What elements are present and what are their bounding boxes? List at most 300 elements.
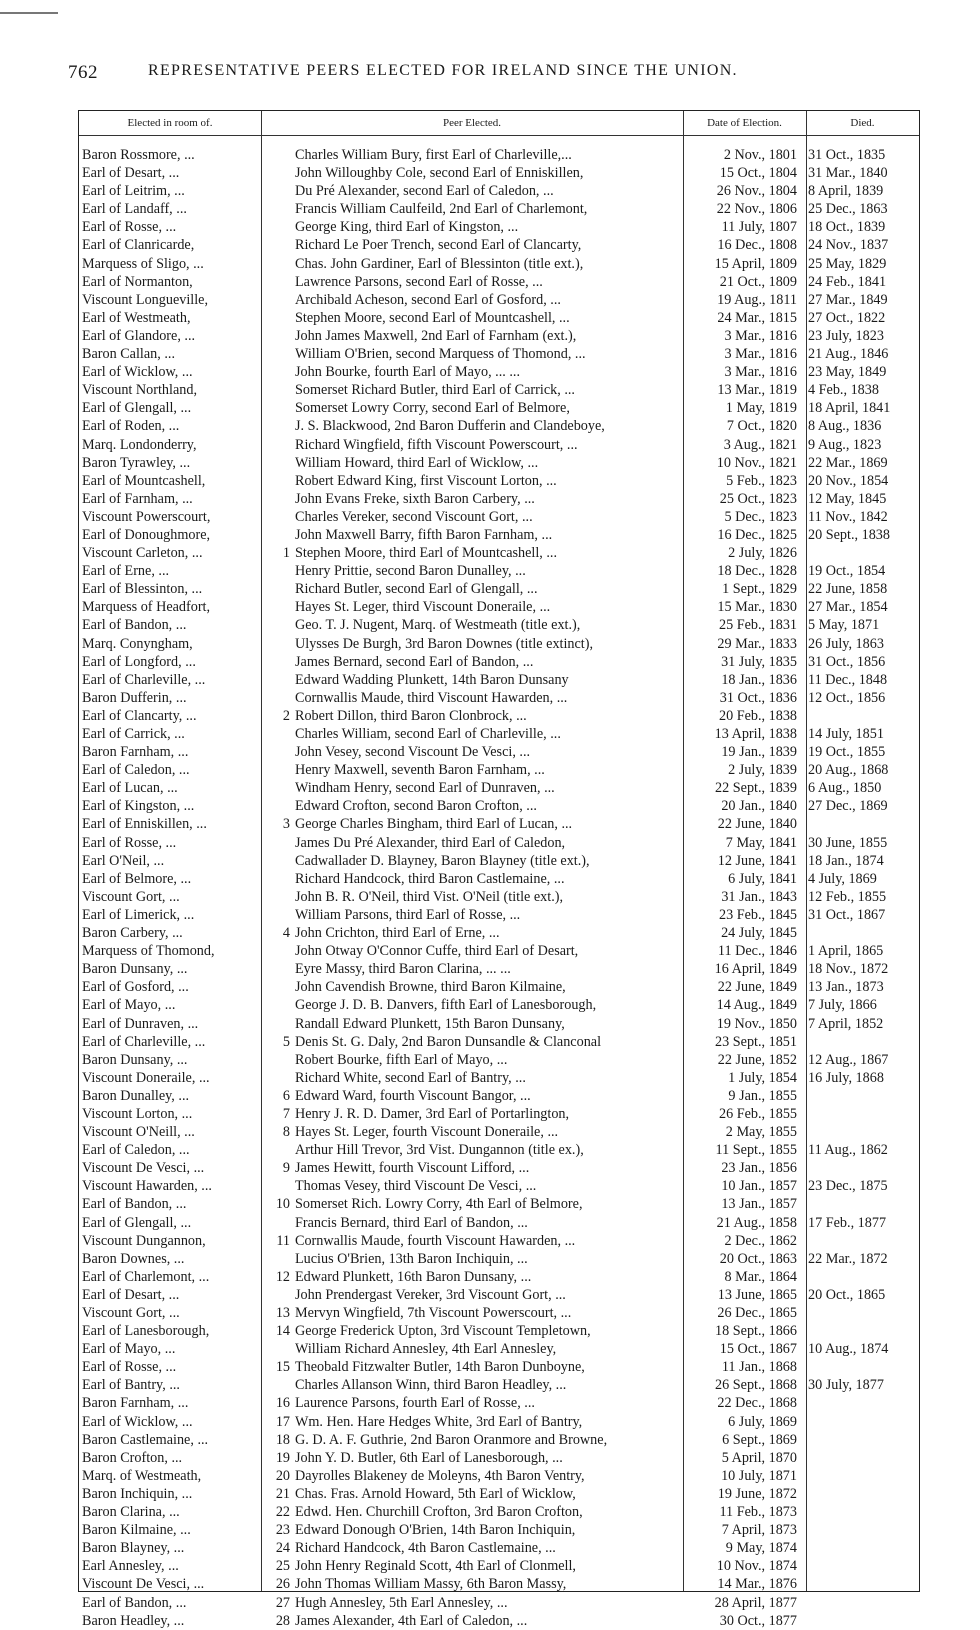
table-row — [82, 1431, 922, 1449]
cell-elected-in-room-of: Earl of Glengall, ... — [82, 1214, 192, 1231]
table-row — [82, 689, 922, 707]
table-row — [82, 834, 922, 852]
cell-elected-in-room-of: Baron Downes, ... — [82, 1250, 185, 1267]
table-row — [82, 399, 922, 417]
cell-date-of-election: 22 June, 1852 — [717, 1051, 797, 1068]
cell-peer-elected: John Otway O'Connor Cuffe, third Earl of Desart, — [295, 943, 579, 960]
cell-died: 18 Nov., 1872 — [808, 961, 889, 978]
table-row — [82, 1250, 922, 1268]
cell-date-of-election: 10 Jan., 1857 — [721, 1178, 797, 1195]
cell-elected-in-room-of: Viscount Lorton, ... — [82, 1105, 193, 1122]
cell-footnote-number: 6 — [282, 1087, 290, 1104]
cell-elected-in-room-of: Earl of Mayo, ... — [82, 997, 176, 1014]
cell-peer-elected: William O'Brien, second Marquess of Thomond, ... — [295, 346, 586, 363]
cell-date-of-election: 7 Oct., 1820 — [726, 418, 797, 435]
cell-died: 5 May, 1871 — [808, 617, 880, 634]
table-row — [82, 598, 922, 616]
cell-died: 30 July, 1877 — [808, 1377, 884, 1394]
cell-elected-in-room-of: Earl of Desart, ... — [82, 165, 180, 182]
table-row — [82, 924, 922, 942]
cell-date-of-election: 6 Sept., 1869 — [722, 1431, 797, 1448]
cell-elected-in-room-of: Viscount Dungannon, — [82, 1232, 206, 1249]
cell-peer-elected: Richard Le Poer Trench, second Earl of Clancarty, — [295, 237, 582, 254]
cell-elected-in-room-of: Earl of Desart, ... — [82, 1286, 180, 1303]
cell-date-of-election: 13 April, 1838 — [714, 726, 797, 742]
cell-elected-in-room-of: Earl of Wicklow, ... — [82, 364, 193, 381]
table-row — [82, 291, 922, 309]
cell-died: 27 Oct., 1822 — [808, 309, 886, 326]
cell-peer-elected: Thomas Vesey, third Viscount De Vesci, ... — [295, 1178, 537, 1195]
cell-date-of-election: 10 July, 1871 — [721, 1467, 797, 1484]
cell-died: 31 Oct., 1867 — [808, 906, 886, 923]
running-title: REPRESENTATIVE PEERS ELECTED FOR IRELAND SINCE THE UNION. — [148, 62, 738, 79]
cell-elected-in-room-of: Earl of Charleville, ... — [82, 1033, 206, 1050]
cell-died: 19 Oct., 1855 — [808, 744, 886, 761]
cell-died: 27 Mar., 1849 — [808, 291, 888, 308]
cell-elected-in-room-of: Earl of Landaff, ... — [82, 201, 187, 218]
cell-peer-elected: Richard Butler, second Earl of Glengall, ... — [295, 581, 538, 598]
cell-date-of-election: 25 Oct., 1823 — [719, 490, 797, 507]
cell-elected-in-room-of: Earl of Westmeath, — [82, 309, 191, 326]
table-row — [82, 309, 922, 327]
cell-elected-in-room-of: Viscount Gort, ... — [82, 888, 180, 905]
cell-date-of-election: 1 July, 1854 — [728, 1069, 797, 1086]
table-row — [82, 743, 922, 761]
cell-footnote-number: 21 — [275, 1485, 290, 1502]
cell-elected-in-room-of: Earl of Leitrim, ... — [82, 183, 185, 200]
table-row — [82, 978, 922, 996]
cell-died: 18 Oct., 1839 — [808, 219, 886, 236]
table-row — [82, 1286, 922, 1304]
cell-elected-in-room-of: Earl of Belmore, ... — [82, 870, 192, 887]
cell-died: 18 April, 1841 — [808, 400, 891, 417]
cell-peer-elected: James Alexander, 4th Earl of Caledon, ... — [295, 1612, 528, 1629]
table-row — [82, 544, 922, 562]
table-row — [82, 1503, 922, 1521]
table-row — [82, 1141, 922, 1159]
page-header — [68, 62, 928, 90]
cell-date-of-election: 26 Feb., 1855 — [718, 1105, 797, 1122]
table-row — [82, 1195, 922, 1213]
cell-elected-in-room-of: Viscount Powerscourt, — [82, 508, 211, 525]
cell-peer-elected: Laurence Parsons, fourth Earl of Rosse, ... — [295, 1395, 535, 1412]
cell-date-of-election: 25 Feb., 1831 — [718, 617, 797, 634]
table-row — [82, 870, 922, 888]
table-row — [82, 1214, 922, 1232]
cell-peer-elected: John Vesey, second Viscount De Vesci, ... — [295, 744, 531, 761]
cell-date-of-election: 19 Nov., 1850 — [716, 1015, 797, 1032]
cell-peer-elected: Chas. Fras. Arnold Howard, 5th Earl of Wicklow, — [295, 1485, 576, 1502]
cell-elected-in-room-of: Earl of Wicklow, ... — [82, 1413, 193, 1430]
cell-died: 11 Nov., 1842 — [808, 508, 888, 525]
cell-date-of-election: 3 Mar., 1816 — [724, 364, 797, 381]
cell-peer-elected: Charles William Bury, first Earl of Charleville,... — [295, 147, 572, 163]
cell-elected-in-room-of: Viscount Hawarden, ... — [82, 1178, 212, 1195]
cell-elected-in-room-of: Earl of Dunraven, ... — [82, 1015, 199, 1032]
table-row — [82, 1413, 922, 1431]
column-header-died: Died. — [850, 117, 875, 129]
cell-elected-in-room-of: Viscount Gort, ... — [82, 1305, 180, 1321]
cell-peer-elected: George J. D. B. Danvers, fifth Earl of Lanesborough, — [295, 997, 597, 1014]
cell-footnote-number: 26 — [275, 1576, 290, 1593]
table-row — [82, 906, 922, 924]
cell-date-of-election: 31 Jan., 1843 — [721, 888, 797, 905]
cell-died: 12 Feb., 1855 — [808, 888, 887, 905]
table-row — [82, 200, 922, 218]
cell-elected-in-room-of: Baron Dunsany, ... — [82, 961, 188, 978]
table-row — [82, 1539, 922, 1557]
cell-footnote-number: 20 — [275, 1467, 290, 1484]
cell-footnote-number: 27 — [275, 1594, 290, 1611]
cell-footnote-number: 17 — [275, 1413, 290, 1430]
cell-footnote-number: 28 — [275, 1612, 290, 1629]
cell-date-of-election: 20 Feb., 1838 — [718, 707, 797, 724]
table-row — [82, 218, 922, 236]
cell-date-of-election: 24 July, 1845 — [721, 925, 797, 942]
cell-elected-in-room-of: Viscount Longueville, — [82, 291, 209, 308]
cell-peer-elected: Stephen Moore, second Earl of Mountcashell, ... — [295, 309, 570, 326]
cell-peer-elected: Edwd. Hen. Churchill Crofton, 3rd Baron Crofton, — [295, 1504, 583, 1521]
cell-peer-elected: Edward Donough O'Brien, 14th Baron Inchiquin, — [295, 1522, 576, 1539]
table-row — [82, 761, 922, 779]
cell-date-of-election: 20 Oct., 1863 — [719, 1250, 797, 1267]
cell-footnote-number: 14 — [275, 1323, 290, 1340]
cell-peer-elected: Dayrolles Blakeney de Moleyns, 4th Baron Ventry, — [295, 1467, 585, 1484]
cell-elected-in-room-of: Baron Blayney, ... — [82, 1540, 185, 1557]
cell-peer-elected: Denis St. G. Daly, 2nd Baron Dunsandle & Clanconal — [295, 1033, 602, 1050]
cell-elected-in-room-of: Earl Annesley, ... — [82, 1558, 179, 1575]
table-row — [82, 508, 922, 526]
cell-died: 30 June, 1855 — [808, 834, 888, 851]
cell-peer-elected: J. S. Blackwood, 2nd Baron Dufferin and Clandeboye, — [295, 418, 605, 435]
cell-died: 12 Oct., 1856 — [808, 689, 886, 706]
table-row — [82, 562, 922, 580]
cell-date-of-election: 23 Sept., 1851 — [715, 1033, 797, 1050]
cell-date-of-election: 22 Nov., 1806 — [716, 201, 797, 218]
cell-peer-elected: George King, third Earl of Kingston, ... — [295, 219, 519, 236]
cell-elected-in-room-of: Baron Farnham, ... — [82, 1395, 189, 1412]
cell-elected-in-room-of: Earl of Clancarty, ... — [82, 707, 197, 724]
cell-date-of-election: 18 Jan., 1836 — [721, 671, 797, 688]
cell-date-of-election: 10 Nov., 1874 — [716, 1558, 797, 1575]
table-row — [82, 255, 922, 273]
cell-elected-in-room-of: Baron Farnham, ... — [82, 744, 189, 761]
table-row — [82, 1340, 922, 1358]
cell-peer-elected: John Willoughby Cole, second Earl of Enniskillen, — [295, 165, 584, 182]
cell-elected-in-room-of: Viscount De Vesci, ... — [82, 1160, 205, 1177]
cell-footnote-number: 22 — [275, 1504, 290, 1521]
table-row — [82, 1557, 922, 1575]
table-row — [82, 1376, 922, 1394]
cell-peer-elected: Henry Maxwell, seventh Baron Farnham, ... — [295, 762, 545, 779]
cell-date-of-election: 2 Nov., 1801 — [723, 147, 797, 163]
table-row — [82, 1612, 922, 1630]
cell-date-of-election: 1 Sept., 1829 — [722, 581, 797, 598]
cell-date-of-election: 18 Dec., 1828 — [717, 563, 797, 580]
cell-date-of-election: 14 Mar., 1876 — [717, 1576, 797, 1593]
cell-date-of-election: 11 Feb., 1873 — [719, 1504, 797, 1521]
cell-peer-elected: John Cavendish Browne, third Baron Kilmaine, — [295, 979, 566, 996]
cell-peer-elected: Charles William, second Earl of Charleville, ... — [295, 726, 561, 742]
cell-elected-in-room-of: Earl of Normanton, — [82, 273, 193, 290]
cell-peer-elected: Hayes St. Leger, third Viscount Doneraile, ... — [295, 599, 551, 616]
cell-died: 21 Aug., 1846 — [808, 346, 889, 363]
cell-date-of-election: 6 July, 1841 — [728, 870, 797, 887]
header-rule — [79, 135, 919, 136]
cell-peer-elected: Cornwallis Maude, third Viscount Hawarden, ... — [295, 689, 568, 706]
cell-died: 19 Oct., 1854 — [808, 563, 886, 580]
table-row — [82, 472, 922, 490]
cell-elected-in-room-of: Marquess of Headfort, — [82, 599, 211, 616]
table-row — [82, 164, 922, 182]
cell-elected-in-room-of: Marquess of Sligo, ... — [82, 255, 204, 272]
cell-elected-in-room-of: Viscount Northland, — [82, 382, 197, 399]
cell-peer-elected: Francis Bernard, third Earl of Bandon, ... — [295, 1214, 528, 1231]
cell-date-of-election: 26 Nov., 1804 — [716, 183, 797, 200]
table-row — [82, 1159, 922, 1177]
cell-died: 12 May, 1845 — [808, 490, 887, 507]
cell-date-of-election: 5 April, 1870 — [721, 1449, 797, 1466]
cell-peer-elected: Cornwallis Maude, fourth Viscount Hawarden, ... — [295, 1232, 576, 1249]
cell-date-of-election: 21 Oct., 1809 — [719, 273, 797, 290]
table-row — [82, 1105, 922, 1123]
cell-peer-elected: Edward Ward, fourth Viscount Bangor, ... — [295, 1087, 531, 1104]
cell-elected-in-room-of: Viscount Doneraile, ... — [82, 1069, 210, 1086]
page-number: 762 — [68, 62, 98, 83]
table-row — [82, 580, 922, 598]
cell-elected-in-room-of: Baron Callan, ... — [82, 346, 175, 363]
cell-footnote-number: 23 — [275, 1522, 290, 1539]
cell-elected-in-room-of: Earl of Bantry, ... — [82, 1377, 180, 1394]
table-row — [82, 1051, 922, 1069]
cell-peer-elected: John B. R. O'Neil, third Vist. O'Neil (title ext.), — [295, 888, 564, 905]
table-row — [82, 1322, 922, 1340]
cell-elected-in-room-of: Earl of Enniskillen, ... — [82, 816, 207, 833]
cell-date-of-election: 6 July, 1869 — [728, 1413, 797, 1430]
cell-peer-elected: John Prendergast Vereker, 3rd Viscount Gort, ... — [295, 1286, 566, 1303]
table-row — [82, 273, 922, 291]
cell-date-of-election: 9 May, 1874 — [725, 1540, 797, 1557]
cell-peer-elected: John Maxwell Barry, fifth Baron Farnham, ... — [295, 526, 553, 543]
cell-date-of-election: 11 Jan., 1868 — [721, 1359, 797, 1376]
cell-peer-elected: Somerset Lowry Corry, second Earl of Belmore, — [295, 400, 570, 417]
cell-elected-in-room-of: Marq. Conyngham, — [82, 635, 193, 652]
cell-elected-in-room-of: Earl of Roden, ... — [82, 418, 180, 435]
table-row — [82, 490, 922, 508]
cell-peer-elected: Du Pré Alexander, second Earl of Caledon, ... — [295, 183, 554, 200]
cell-date-of-election: 19 Jan., 1839 — [721, 744, 797, 761]
cell-died: 22 June, 1858 — [808, 581, 888, 598]
cell-elected-in-room-of: Earl of Glandore, ... — [82, 327, 196, 344]
cell-died: 16 July, 1868 — [808, 1069, 884, 1086]
table-row — [82, 345, 922, 363]
cell-elected-in-room-of: Viscount De Vesci, ... — [82, 1576, 205, 1593]
cell-died: 20 Aug., 1868 — [808, 762, 889, 779]
table-row — [82, 1394, 922, 1412]
cell-peer-elected: Lucius O'Brien, 13th Baron Inchiquin, ... — [295, 1250, 528, 1267]
cell-peer-elected: Eyre Massy, third Baron Clarina, ... ... — [295, 961, 511, 978]
cell-peer-elected: John Henry Reginald Scott, 4th Earl of Clonmell, — [295, 1558, 576, 1575]
table-row — [82, 327, 922, 345]
cell-died: 17 Feb., 1877 — [808, 1214, 887, 1231]
table-row — [82, 526, 922, 544]
column-header-room: Elected in room of. — [127, 117, 213, 129]
cell-died: 22 Mar., 1869 — [808, 454, 888, 471]
cell-date-of-election: 21 Aug., 1858 — [716, 1214, 797, 1231]
peers-table-body — [82, 146, 922, 1630]
cell-footnote-number: 10 — [275, 1196, 290, 1213]
cell-elected-in-room-of: Baron Dufferin, ... — [82, 689, 187, 706]
cell-footnote-number: 19 — [275, 1449, 290, 1466]
cell-died: 8 April, 1839 — [808, 183, 884, 200]
cell-peer-elected: James Bernard, second Earl of Bandon, ... — [295, 653, 534, 670]
cell-peer-elected: Mervyn Wingfield, 7th Viscount Powerscourt, ... — [295, 1305, 572, 1321]
cell-date-of-election: 20 Jan., 1840 — [721, 798, 797, 815]
cell-footnote-number: 5 — [282, 1033, 290, 1050]
cell-footnote-number: 15 — [275, 1359, 290, 1376]
cell-died: 23 July, 1823 — [808, 327, 884, 344]
table-row — [82, 1485, 922, 1503]
table-row — [82, 1123, 922, 1141]
cell-died: 10 Aug., 1874 — [808, 1341, 889, 1358]
cell-footnote-number: 1 — [282, 545, 290, 562]
cell-date-of-election: 29 Mar., 1833 — [717, 635, 797, 652]
table-row — [82, 1069, 922, 1087]
table-row — [82, 1232, 922, 1250]
cell-peer-elected: Somerset Richard Butler, third Earl of Carrick, ... — [295, 382, 575, 399]
cell-date-of-election: 8 Mar., 1864 — [724, 1268, 797, 1285]
cell-peer-elected: John Bourke, fourth Earl of Mayo, ... ... — [295, 364, 520, 381]
cell-date-of-election: 30 Oct., 1877 — [719, 1612, 797, 1629]
table-row — [82, 635, 922, 653]
cell-peer-elected: Ulysses De Burgh, 3rd Baron Downes (title extinct), — [295, 635, 594, 652]
cell-elected-in-room-of: Baron Carbery, ... — [82, 925, 183, 942]
cell-date-of-election: 10 Nov., 1821 — [716, 454, 797, 471]
cell-date-of-election: 23 Feb., 1845 — [718, 906, 797, 923]
cell-date-of-election: 26 Dec., 1865 — [717, 1305, 797, 1321]
table-row — [82, 996, 922, 1014]
cell-peer-elected: G. D. A. F. Guthrie, 2nd Baron Oranmore and Browne, — [295, 1431, 608, 1448]
cell-date-of-election: 2 Dec., 1862 — [724, 1232, 797, 1249]
table-row — [82, 653, 922, 671]
cell-peer-elected: Edward Plunkett, 16th Baron Dunsany, ... — [295, 1268, 532, 1285]
cell-died: 8 Aug., 1836 — [808, 418, 882, 435]
cell-died: 6 Aug., 1850 — [808, 780, 882, 797]
cell-died: 27 Dec., 1869 — [808, 798, 888, 815]
cell-footnote-number: 7 — [282, 1105, 290, 1122]
cell-date-of-election: 28 April, 1877 — [714, 1594, 797, 1611]
cell-peer-elected: Stephen Moore, third Earl of Mountcashell, ... — [295, 545, 558, 562]
table-row — [82, 725, 922, 743]
cell-peer-elected: Arthur Hill Trevor, 3rd Vist. Dungannon (title ex.), — [295, 1142, 584, 1159]
cell-date-of-election: 22 Dec., 1868 — [717, 1395, 797, 1412]
cell-died: 31 Mar., 1840 — [808, 165, 888, 182]
cell-peer-elected: Wm. Hen. Hare Hedges White, 3rd Earl of Bantry, — [295, 1413, 583, 1430]
cell-peer-elected: John Thomas William Massy, 6th Baron Massy, — [295, 1576, 567, 1593]
cell-date-of-election: 16 Dec., 1808 — [717, 237, 797, 254]
cell-peer-elected: Edward Crofton, second Baron Crofton, ... — [295, 798, 537, 815]
cell-died: 7 April, 1852 — [808, 1015, 884, 1032]
cell-died: 20 Nov., 1854 — [808, 472, 889, 489]
cell-elected-in-room-of: Baron Kilmaine, ... — [82, 1522, 191, 1539]
cell-peer-elected: Richard Handcock, 4th Baron Castlemaine, ... — [295, 1540, 556, 1557]
cell-date-of-election: 18 Sept., 1866 — [715, 1323, 797, 1340]
cell-elected-in-room-of: Earl of Glengall, ... — [82, 400, 192, 417]
cell-peer-elected: Edward Wadding Plunkett, 14th Baron Dunsany — [295, 671, 569, 688]
cell-elected-in-room-of: Viscount O'Neill, ... — [82, 1124, 195, 1141]
cell-date-of-election: 15 April, 1809 — [714, 255, 797, 272]
cell-date-of-election: 31 July, 1835 — [721, 653, 797, 670]
cell-died: 31 Oct., 1835 — [808, 147, 886, 163]
cell-died: 20 Oct., 1865 — [808, 1286, 886, 1303]
cell-date-of-election: 22 June, 1849 — [717, 979, 797, 996]
cell-elected-in-room-of: Earl of Rosse, ... — [82, 1359, 177, 1376]
cell-peer-elected: Charles Allanson Winn, third Baron Headley, ... — [295, 1377, 567, 1394]
cell-peer-elected: Lawrence Parsons, second Earl of Rosse, ... — [295, 273, 543, 290]
cell-elected-in-room-of: Marquess of Thomond, — [82, 943, 215, 960]
cell-elected-in-room-of: Baron Inchiquin, ... — [82, 1485, 193, 1502]
cell-date-of-election: 11 Dec., 1846 — [717, 943, 797, 960]
table-row — [82, 1304, 922, 1322]
table-row — [82, 381, 922, 399]
cell-elected-in-room-of: Earl of Blessinton, ... — [82, 581, 203, 598]
cell-peer-elected: Windham Henry, second Earl of Dunraven, ... — [295, 780, 555, 797]
cell-footnote-number: 2 — [282, 707, 290, 724]
cell-date-of-election: 7 April, 1873 — [721, 1522, 797, 1539]
cell-date-of-election: 14 Aug., 1849 — [716, 997, 797, 1014]
cell-peer-elected: Hayes St. Leger, fourth Viscount Doneraile, ... — [295, 1124, 559, 1141]
cell-elected-in-room-of: Earl of Mayo, ... — [82, 1341, 176, 1358]
cell-elected-in-room-of: Earl of Caledon, ... — [82, 762, 190, 779]
table-row — [82, 616, 922, 634]
cell-elected-in-room-of: Earl of Lanesborough, — [82, 1323, 210, 1340]
table-row — [82, 1033, 922, 1051]
cell-peer-elected: George Charles Bingham, third Earl of Lucan, ... — [295, 816, 573, 833]
table-row — [82, 1268, 922, 1286]
table-row — [82, 1594, 922, 1612]
cell-peer-elected: James Du Pré Alexander, third Earl of Caledon, — [295, 834, 566, 851]
table-row — [82, 146, 922, 164]
cell-elected-in-room-of: Earl of Charleville, ... — [82, 671, 206, 688]
cell-peer-elected: Geo. T. J. Nugent, Marq. of Westmeath (title ext.), — [295, 617, 581, 634]
cell-died: 7 July, 1866 — [808, 997, 877, 1014]
table-row — [82, 1449, 922, 1467]
table-row — [82, 182, 922, 200]
cell-elected-in-room-of: Earl of Rosse, ... — [82, 834, 177, 851]
table-row — [82, 454, 922, 472]
cell-died: 23 May, 1849 — [808, 364, 887, 381]
cell-elected-in-room-of: Baron Headley, ... — [82, 1612, 185, 1629]
cell-died: 4 Feb., 1838 — [808, 382, 879, 399]
scan-artifact — [0, 12, 58, 17]
cell-peer-elected: Robert Bourke, fifth Earl of Mayo, ... — [295, 1051, 508, 1068]
cell-footnote-number: 16 — [275, 1395, 290, 1412]
cell-footnote-number: 24 — [275, 1540, 290, 1557]
table-row — [82, 1015, 922, 1033]
cell-died: 23 Dec., 1875 — [808, 1178, 888, 1195]
cell-elected-in-room-of: Viscount Carleton, ... — [82, 545, 203, 562]
cell-date-of-election: 5 Dec., 1823 — [724, 508, 797, 525]
cell-died: 1 April, 1865 — [808, 943, 884, 960]
table-row — [82, 779, 922, 797]
column-header-date: Date of Election. — [707, 117, 782, 129]
cell-died: 22 Mar., 1872 — [808, 1250, 888, 1267]
cell-died: 11 Aug., 1862 — [808, 1142, 888, 1159]
cell-died: 24 Nov., 1837 — [808, 237, 889, 254]
cell-date-of-election: 19 Aug., 1811 — [717, 291, 797, 308]
cell-peer-elected: Theobald Fitzwalter Butler, 14th Baron Dunboyne, — [295, 1359, 585, 1376]
cell-footnote-number: 3 — [282, 816, 290, 833]
